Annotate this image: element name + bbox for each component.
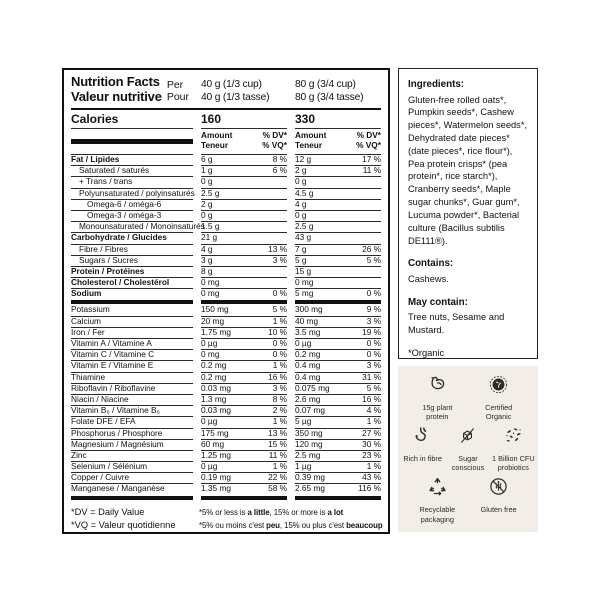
badge-label: Certified Organic	[485, 402, 513, 421]
feature-badge	[475, 374, 523, 422]
nutrient-label: Folate DFE / EFA	[71, 417, 193, 428]
footnote-line	[71, 506, 381, 519]
badge-label: Sugar conscious	[451, 454, 485, 473]
daily-value-percent: 8 %	[272, 393, 287, 404]
amount-value: 175 mg	[201, 427, 229, 438]
amount-value: 2.5 g	[295, 221, 314, 232]
serving-size-b-en: 80 g (3/4 cup)	[295, 79, 356, 90]
nutrient-label: Thiamine	[71, 373, 193, 384]
nutrient-values	[295, 200, 381, 211]
amount-value: 2.5 g	[201, 187, 220, 198]
daily-value-percent: 16 %	[362, 393, 381, 404]
nft-title	[71, 75, 162, 104]
nutrient-label: Protein / Protéines	[71, 267, 193, 278]
footnote-note-segment: a little	[247, 507, 270, 517]
nutrient-values	[201, 166, 287, 177]
calories-divider-bar	[71, 139, 193, 144]
nutrient-label: Iron / Fer	[71, 328, 193, 339]
nutrient-row	[71, 417, 381, 428]
nutrient-label: Selenium / Sélénium	[71, 462, 193, 473]
nutrient-label: Sodium	[71, 288, 102, 299]
daily-value-percent: 3 %	[272, 254, 287, 265]
nutrient-label: Vitamin C / Vitamine C	[71, 350, 193, 361]
badge-label: Rich in fibre	[403, 454, 442, 463]
amount-value: 2 g	[201, 198, 213, 209]
amount-value: 0 µg	[295, 338, 312, 348]
amount-header-en: Amount	[201, 130, 233, 141]
nutrient-values	[295, 305, 381, 316]
nutrient-rows	[71, 155, 381, 501]
column-header-a	[201, 129, 287, 155]
per-label-en: Per	[166, 78, 184, 91]
daily-value-percent: 13 %	[268, 427, 287, 438]
footnote-note-segment: , 15% ou plus c'est	[279, 520, 347, 530]
nutrient-values	[201, 305, 287, 316]
amount-value: 12 g	[295, 154, 312, 164]
amount-value: 0 mg	[201, 288, 220, 299]
daily-value-percent: 19 %	[362, 326, 381, 337]
dv-header-fr: % VQ*	[356, 140, 381, 151]
amount-value: 0.39 mg	[295, 472, 325, 483]
amount-header-fr: Teneur	[201, 140, 229, 151]
nutrient-label: Manganese / Manganèse	[71, 483, 165, 494]
nutrient-row	[71, 278, 381, 289]
amount-value: 1 g	[201, 165, 213, 176]
divider-segment	[71, 496, 193, 500]
amount-value: 0 g	[295, 209, 307, 220]
badge-row	[400, 374, 536, 422]
recycle-icon	[427, 476, 448, 505]
nutrient-row	[71, 177, 381, 188]
calories-value-a: 160	[201, 112, 222, 127]
nutrient-row	[71, 305, 381, 316]
feature-badge	[491, 425, 536, 473]
nutrient-values	[295, 429, 381, 440]
amount-value: 0.075 mg	[295, 382, 330, 393]
footnote-note-segment: *5% or less is	[199, 507, 248, 517]
amount-value: 3.5 mg	[295, 326, 321, 337]
nutrient-values	[295, 361, 381, 372]
nutrient-values	[201, 233, 287, 244]
nutrient-label: Polyunsaturated / polyinsaturés	[71, 189, 193, 200]
column-header-b	[295, 129, 381, 155]
footnotes	[71, 502, 381, 532]
nutrient-values	[295, 245, 381, 256]
daily-value-percent: 0 %	[272, 338, 287, 348]
daily-value-percent: 17 %	[362, 154, 381, 164]
nutrient-row	[71, 289, 381, 300]
nutrient-values	[201, 189, 287, 200]
probiotics-icon	[503, 425, 524, 454]
serving-size-a	[201, 79, 287, 104]
daily-value-percent: 3 %	[272, 382, 287, 393]
divider-segment	[295, 496, 381, 500]
amount-value: 300 mg	[295, 304, 323, 315]
badge-label: Gluten free	[480, 505, 517, 515]
amount-value: 15 g	[295, 265, 312, 276]
nutrient-values	[295, 233, 381, 244]
nutrient-values	[295, 484, 381, 495]
nutrient-label: Vitamin B₆ / Vitamine B₆	[71, 406, 193, 417]
amount-value: 21 g	[201, 232, 218, 243]
section-divider-bar	[71, 496, 381, 500]
amount-value: 0.2 mg	[295, 349, 321, 360]
daily-value-percent: 13 %	[268, 243, 287, 254]
daily-value-percent: 6 %	[272, 165, 287, 176]
amount-value: 5 µg	[295, 416, 312, 427]
amount-value: 8 g	[201, 265, 213, 276]
amount-value: 1.35 mg	[201, 483, 231, 494]
amount-value: 0.03 mg	[201, 382, 231, 393]
amount-value: 5 g	[295, 254, 307, 265]
divider-segment	[201, 496, 287, 500]
feature-badge	[413, 374, 461, 422]
nutrient-label: Fibre / Fibres	[71, 245, 193, 256]
footnote-note-segment: *5% ou moins c'est	[199, 520, 267, 530]
amount-value: 3 g	[201, 254, 213, 265]
daily-value-percent: 26 %	[362, 243, 381, 254]
nutrient-label: Omega-6 / oméga-6	[71, 200, 193, 211]
amount-value: 0.2 mg	[201, 360, 227, 371]
ingredients-list: Gluten-free rolled oats*, Pumpkin seeds*, Cashew pieces*, Watermelon seeds*, Dehydrated date pieces* (date pieces*, rice flour*), Pea protein crisps* (pea protein*, rice starch*), Cranberry seeds*, Maple sugar chunks*, Guar gum*, Lucuma powder*, Bacterial culture (Bacillus subtilis DE111®).	[408, 94, 528, 246]
daily-value-percent: 4 %	[366, 405, 381, 416]
per-label	[167, 79, 193, 105]
gluten-free-icon	[488, 476, 509, 505]
serving-size-b-fr: 80 g (3/4 tasse)	[295, 91, 364, 103]
nutrient-label: Riboflavin / Riboflavine	[71, 384, 193, 395]
feature-badges-panel	[398, 366, 538, 532]
stomach-icon	[412, 425, 433, 454]
amount-value: 4 g	[201, 243, 213, 254]
daily-value-percent: 23 %	[362, 449, 381, 460]
amount-value: 2 g	[295, 165, 307, 176]
amount-value: 0 µg	[201, 338, 218, 348]
daily-value-percent: 3 %	[366, 315, 381, 326]
certified-organic-icon	[488, 374, 509, 403]
calories-row	[71, 112, 381, 129]
amount-value: 7 g	[295, 243, 307, 254]
nutrient-label: Niacin / Niacine	[71, 395, 193, 406]
amount-value: 2.5 mg	[295, 449, 321, 460]
badge-row	[400, 425, 536, 473]
amount-value: 1.75 mg	[201, 326, 231, 337]
nutrient-row	[71, 233, 381, 244]
amount-value: 0 g	[201, 176, 213, 187]
amount-value: 4.5 g	[295, 187, 314, 198]
amount-value: 1 µg	[295, 461, 312, 472]
organic-footnote: *Organic	[408, 347, 445, 358]
nutrient-label: Carbohydrate / Glucides	[71, 233, 193, 244]
amount-value: 5 mg	[295, 288, 314, 299]
amount-value: 0.2 mg	[201, 371, 227, 382]
footnote-note-segment: a lot	[327, 507, 344, 517]
dv-header-en: % DV*	[262, 130, 287, 141]
nutrient-label: Zinc	[71, 451, 193, 462]
nutrient-row	[71, 361, 381, 372]
amount-value: 40 mg	[295, 315, 319, 326]
daily-value-percent: 9 %	[366, 304, 381, 315]
dv-header-fr: % VQ*	[262, 140, 287, 151]
daily-value-percent: 0 %	[272, 349, 287, 360]
ingredients-panel	[398, 68, 538, 359]
badge-row	[400, 476, 536, 524]
nft-header	[71, 75, 381, 110]
amount-value: 43 g	[295, 232, 312, 243]
footnote-note-segment: peu	[266, 520, 280, 530]
badge-label: 15g plant protein	[422, 402, 453, 421]
may-contain-heading: May contain:	[408, 296, 468, 308]
per-label-fr: Pour	[166, 91, 189, 104]
nutrient-values	[295, 417, 381, 428]
nutrient-label: Saturated / saturés	[71, 166, 193, 177]
amount-value: 4 g	[295, 198, 307, 209]
daily-value-percent: 5 %	[366, 254, 381, 265]
daily-value-percent: 5 %	[272, 304, 287, 315]
nutrient-values	[201, 417, 287, 428]
amount-value: 350 mg	[295, 427, 323, 438]
nutrient-label: Vitamin A / Vitamine A	[71, 339, 193, 350]
column-headers-row	[71, 129, 381, 155]
daily-value-percent: 3 %	[366, 360, 381, 371]
footnote-note	[199, 507, 381, 518]
amount-value: 0 µg	[201, 416, 218, 427]
nutrient-label: Cholesterol / Cholestérol	[71, 278, 193, 289]
amount-value: 60 mg	[201, 438, 225, 449]
amount-value: 6 g	[201, 154, 213, 164]
may-contain-list: Tree nuts, Sesame and Mustard.	[408, 312, 505, 336]
footnote-line	[71, 519, 381, 532]
daily-value-percent: 16 %	[268, 371, 287, 382]
amount-value: 2.6 mg	[295, 393, 321, 404]
amount-value: 1.5 g	[201, 221, 220, 232]
footnote-definition: *DV = Daily Value	[71, 506, 145, 517]
serving-size-b	[295, 79, 381, 104]
sugar-cube-icon	[457, 425, 478, 454]
amount-value: 150 mg	[201, 304, 229, 315]
amount-value: 0.07 mg	[295, 405, 325, 416]
nutrient-values	[295, 289, 381, 300]
daily-value-percent: 30 %	[362, 438, 381, 449]
contains-list: Cashews.	[408, 273, 449, 284]
daily-value-percent: 1 %	[366, 461, 381, 472]
daily-value-percent: 27 %	[362, 427, 381, 438]
nutrient-values	[201, 245, 287, 256]
nutrient-label: Copper / Cuivre	[71, 473, 193, 484]
nutrient-values	[201, 200, 287, 211]
nutrient-label: Sugars / Sucres	[71, 256, 193, 267]
daily-value-percent: 116 %	[358, 483, 381, 494]
nutrient-label: Potassium	[71, 305, 193, 316]
nutrient-values	[201, 361, 287, 372]
nft-title-fr: Valeur nutritive	[71, 88, 162, 104]
ingredients-heading: Ingredients:	[408, 79, 465, 90]
daily-value-percent: 8 %	[272, 154, 287, 164]
nutrient-label: Magnesium / Magnésium	[71, 440, 193, 451]
amount-value: 0 µg	[201, 461, 218, 472]
daily-value-percent: 31 %	[362, 371, 381, 382]
nutrient-values	[295, 189, 381, 200]
amount-value: 20 mg	[201, 315, 225, 326]
daily-value-percent: 43 %	[362, 472, 381, 483]
nutrient-label: + Trans / trans	[71, 177, 193, 188]
badge-label: 1 Billion CFU probiotics	[492, 454, 535, 473]
nutrient-values	[201, 429, 287, 440]
daily-value-percent: 11 %	[362, 165, 381, 176]
serving-size-a-en: 40 g (1/3 cup)	[201, 79, 262, 90]
dv-header-en: % DV*	[356, 130, 381, 141]
nutrient-values	[201, 484, 287, 495]
nutrient-label: Fat / Lipides	[71, 155, 193, 166]
amount-value: 0.4 mg	[295, 371, 321, 382]
calories-value-b: 330	[295, 112, 316, 127]
daily-value-percent: 1 %	[272, 461, 287, 472]
nutrient-row	[71, 484, 381, 495]
daily-value-percent: 58 %	[268, 483, 287, 494]
daily-value-percent: 0 %	[366, 338, 381, 348]
footnote-note-segment: beaucoup	[346, 520, 383, 530]
daily-value-percent: 1 %	[272, 360, 287, 371]
nutrient-label: Calcium	[71, 317, 193, 328]
nutrient-label: Phosphorus / Phosphore	[71, 429, 193, 440]
amount-value: 2.65 mg	[295, 483, 325, 494]
amount-value: 0 mg	[201, 349, 220, 360]
nutrition-facts-panel	[62, 68, 390, 534]
feature-badge	[400, 425, 445, 463]
nutrient-values	[201, 256, 287, 267]
daily-value-percent: 1 %	[272, 315, 287, 326]
daily-value-percent: 2 %	[272, 405, 287, 416]
amount-value: 0 mg	[201, 277, 220, 288]
nutrient-label: Monounsaturated / Monoinsaturés	[71, 222, 193, 233]
amount-value: 120 mg	[295, 438, 323, 449]
feature-badge	[413, 476, 461, 524]
nutrient-label: Vitamin E / Vitamine E	[71, 361, 193, 372]
footnote-definition: *VQ = Valeur quotidienne	[71, 519, 176, 530]
contains-heading: Contains:	[408, 258, 454, 270]
nutrient-label: Omega-3 / oméga-3	[71, 211, 193, 222]
serving-size-a-fr: 40 g (1/3 tasse)	[201, 91, 270, 103]
muscle-icon	[427, 374, 448, 403]
amount-value: 1.3 mg	[201, 393, 227, 404]
feature-badge	[445, 425, 490, 473]
footnote-note	[199, 520, 383, 531]
daily-value-percent: 11 %	[268, 449, 287, 460]
daily-value-percent: 0 %	[366, 288, 381, 299]
nft-title-en: Nutrition Facts	[71, 74, 160, 89]
nutrient-row	[71, 429, 381, 440]
nutrient-row	[71, 245, 381, 256]
amount-header-fr: Teneur	[295, 140, 323, 151]
amount-value: 0 mg	[295, 277, 314, 288]
daily-value-percent: 1 %	[272, 416, 287, 427]
footnote-note-segment: , 15% or more is	[269, 507, 328, 517]
nutrient-values	[201, 177, 287, 188]
nutrient-values	[295, 177, 381, 188]
nutrient-values	[201, 289, 287, 300]
badge-label: Recyclable packaging	[419, 505, 456, 524]
amount-value: 0.03 mg	[201, 405, 231, 416]
daily-value-percent: 15 %	[268, 438, 287, 449]
daily-value-percent: 5 %	[366, 382, 381, 393]
daily-value-percent: 22 %	[268, 472, 287, 483]
amount-value: 1.25 mg	[201, 449, 231, 460]
amount-value: 0.19 mg	[201, 472, 231, 483]
amount-value: 0 g	[295, 176, 307, 187]
daily-value-percent: 0 %	[366, 349, 381, 360]
daily-value-percent: 10 %	[268, 326, 287, 337]
amount-header-en: Amount	[295, 130, 327, 141]
feature-badge	[475, 476, 523, 514]
amount-value: 0 g	[201, 209, 213, 220]
daily-value-percent: 0 %	[272, 288, 287, 299]
amount-value: 0.4 mg	[295, 360, 321, 371]
calories-label: Calories	[71, 112, 193, 129]
daily-value-percent: 1 %	[366, 416, 381, 427]
nutrient-values	[295, 166, 381, 177]
